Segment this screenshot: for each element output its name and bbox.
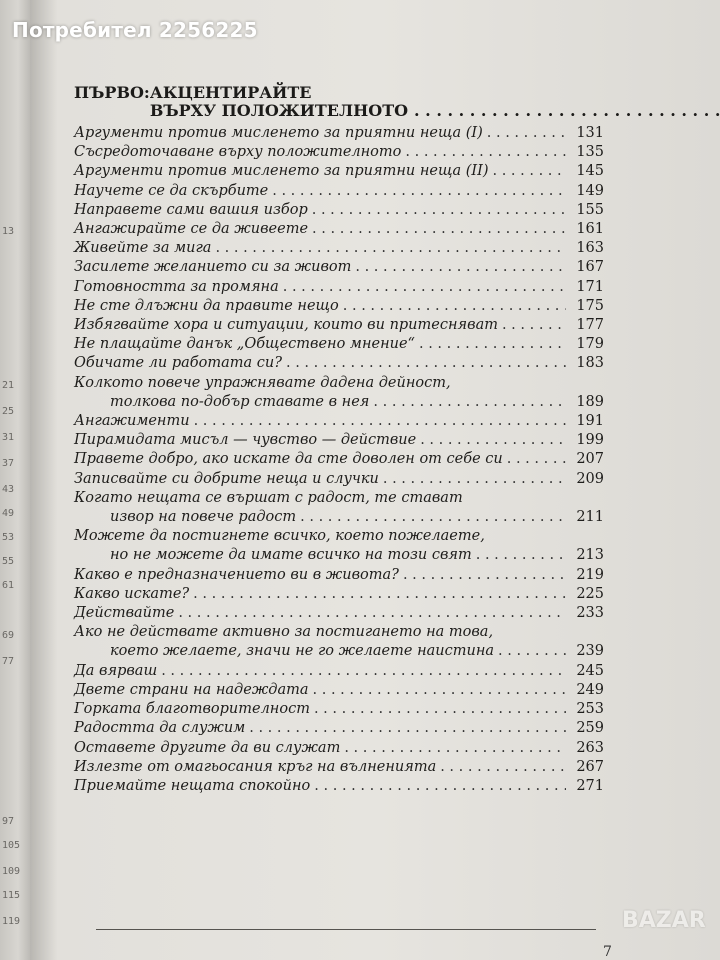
toc-entry-page: 225 [576,585,604,602]
left-page-number: 69 [2,630,15,641]
toc-entry [74,527,604,546]
toc-entry [74,258,604,277]
toc-entry-page: 199 [576,432,604,449]
toc-entry-title: което желаете, значи не го желаете наистина [110,643,495,660]
toc-entry-page: 163 [576,240,604,257]
leader-dots [420,431,566,450]
toc-entry [74,508,604,527]
toc-entry-page: 267 [576,758,604,775]
toc-entry [74,297,604,316]
leader-dots [405,143,566,162]
section-title-line2: ВЪРХУ ПОЛОЖИТЕЛНОТО [149,101,409,120]
left-page-number: 21 [2,380,15,391]
toc-entry [74,393,604,412]
toc-entry-title: Когато нещата се вършат с радост, те стават [74,489,463,506]
leader-dots [314,700,566,719]
leader-dots [493,162,567,181]
toc-entry-title: Можете да постигнете всичко, което пожелаете, [74,528,485,545]
left-page-number: 115 [2,890,21,901]
leader-dots [314,777,566,796]
leader-dots [344,739,566,758]
toc-entry [74,162,604,181]
left-page-number: 97 [2,816,15,827]
toc-entry-title: Какво е предназначението ви в живота? [74,566,399,583]
toc-entry-page: 211 [576,509,604,526]
leader-dots [161,662,566,681]
toc-entry-title: Излезте от омагьосания кръг на вълненията [74,758,437,775]
toc-entry [74,758,604,777]
toc-entry [74,719,604,738]
left-page-number: 49 [2,508,15,519]
toc-entry-page: 155 [576,201,604,218]
toc-entry-page: 149 [576,182,604,199]
toc-entry [74,335,604,354]
toc-entry-title: Засилете желанието си за живот [74,259,352,276]
toc-entry-title: Да вярваш [74,662,158,679]
toc-entry-title: Действайте [74,605,175,622]
left-page-number: 53 [2,532,15,543]
leader-dots [502,316,566,335]
toc-entry-title: но не можете да имате всичко на този свят [110,547,472,564]
toc-entry [74,566,604,585]
left-page-number: 119 [2,916,21,927]
footer-rule [96,929,596,930]
leader-dots [313,681,566,700]
toc-entry-page: 219 [576,566,604,583]
toc-entry [74,662,604,681]
left-page-number: 13 [2,226,15,237]
toc-entry [74,412,604,431]
toc-entry-title: Колкото повече упражнявате дадена дейност, [74,374,451,391]
leader-dots [300,508,566,527]
left-page-number: 31 [2,432,15,443]
toc-entry [74,374,604,393]
left-page-number: 77 [2,656,15,667]
leader-dots [440,758,566,777]
toc-entry-title: Научете се да скърбите [74,182,269,199]
bazar-logo: BAZAR [622,908,706,933]
toc-entry-page: 183 [576,355,604,372]
toc-entry [74,354,604,373]
toc-entry [74,681,604,700]
toc-entry-title: Не плащайте данък „Обществено мнение“ [74,336,415,353]
leader-dots [373,393,566,412]
toc-entry-page: 171 [576,278,604,295]
toc-entry-title: Не сте длъжни да правите нещо [74,297,339,314]
toc-entry-title: Аргументи против мисленето за приятни неща (II) [74,163,489,180]
toc-entry-page: 135 [576,144,604,161]
toc-entry-title: Горката благотворителност [74,701,310,718]
leader-dots [215,239,566,258]
left-page-number: 55 [2,556,15,567]
toc-entry-title: Съсредоточаване върху положителното [74,144,402,161]
leader-dots [283,278,566,297]
page-folio: 7 [603,944,612,960]
toc-entry-title: Радостта да служим [74,720,246,737]
toc-entry-page: 189 [576,393,604,410]
toc-entry-title: Избягвайте хора и ситуации, които ви притесняват [74,317,498,334]
toc-entry-title: Приемайте нещата спокойно [74,777,311,794]
left-page-number: 43 [2,484,15,495]
toc-entry-title: Обичате ли работата си? [74,355,282,372]
toc-entry [74,642,604,661]
leader-dots [507,450,566,469]
toc-entry [74,201,604,220]
section-title-line1: АКЦЕНТИРАЙТЕ [149,83,312,102]
leader-dots [272,182,566,201]
leader-dots [403,566,566,585]
toc-entry-page: 207 [576,451,604,468]
toc-entry [74,777,604,796]
leader-dots [419,335,566,354]
leader-dots [194,412,566,431]
toc-entry [74,220,604,239]
toc-entry-title: Ангажименти [74,413,190,430]
leader-dots [193,585,566,604]
leader-dots [249,719,566,738]
toc-entry-page: 167 [576,259,604,276]
left-page-edge [0,0,30,960]
toc-entry [74,278,604,297]
toc-entry [74,700,604,719]
toc-entry-title: Готовността за промяна [74,278,279,295]
toc-entry-page: 263 [576,739,604,756]
toc-entry-page: 271 [576,777,604,794]
leader-dots [383,470,566,489]
toc-entry-title: Направете сами вашия избор [74,201,308,218]
toc-entry-title: Оставете другите да ви служат [74,739,341,756]
toc-entry-page: 245 [576,662,604,679]
toc-entry-title: Аргументи против мисленето за приятни неща (I) [74,125,483,141]
toc-entry [74,739,604,758]
section-heading [74,84,604,124]
toc-entry [74,182,604,201]
section-lead: ПЪРВО: [74,83,150,102]
leader-dots [312,220,566,239]
user-watermark: Потребител 2256225 [12,18,258,42]
toc-entry-title: Пирамидата мисъл — чувство — действие [74,432,417,449]
toc-entry-title: Ако не действате активно за постигането на това, [74,624,494,641]
leader-dots [312,201,566,220]
left-page-number: 61 [2,580,15,591]
toc-entry-page: 131 [576,125,604,141]
toc-entry-page: 253 [576,701,604,718]
toc-entry-page: 259 [576,720,604,737]
toc-entry-page: 179 [576,336,604,353]
toc-entry [74,316,604,335]
toc-entry-title: толкова по-добър ставате в нея [110,393,370,410]
toc-entry [74,239,604,258]
toc-entry [74,585,604,604]
toc-entry [74,450,604,469]
toc-entry-page: 145 [576,163,604,180]
leader-dots [355,258,566,277]
left-page-number: 109 [2,866,21,877]
toc-entry-page: 239 [576,643,604,660]
toc-entry-page: 233 [576,605,604,622]
toc-entry-title: Двете страни на надеждата [74,681,309,698]
leader-dots [498,642,566,661]
toc-entry-title: Правете добро, ако искате да сте доволен от себе си [74,451,503,468]
toc-entry [74,623,604,642]
toc-entry-page: 249 [576,681,604,698]
toc-entry [74,470,604,489]
leader-dots [286,354,566,373]
toc-entry-title: Записвайте си добрите неща и случки [74,470,379,487]
left-page-number: 37 [2,458,15,469]
toc-entry [74,604,604,623]
toc-entry-page: 175 [576,297,604,314]
leader-dots [476,546,566,565]
toc-entry-title: извор на повече радост [110,509,297,526]
leader-dots [343,297,566,316]
toc-entry-title: Живейте за мига [74,240,212,257]
toc-entry [74,143,604,162]
table-of-contents [74,84,604,796]
toc-entry-page: 161 [576,221,604,238]
left-page-number: 25 [2,406,15,417]
toc-entry [74,546,604,565]
toc-entry-page: 191 [576,413,604,430]
toc-entry-title: Какво искате? [74,585,190,602]
leader-dots [487,124,566,143]
toc-entry [74,431,604,450]
toc-entry-page: 213 [576,547,604,564]
toc-entry [74,124,604,143]
leader-dots [178,604,566,623]
toc-entry-title: Ангажирайте се да живеете [74,221,309,238]
toc-entry [74,489,604,508]
toc-entries [74,124,604,796]
leader-dots [414,102,720,120]
left-page-number: 105 [2,840,21,851]
toc-entry-page: 209 [576,470,604,487]
toc-entry-page: 177 [576,317,604,334]
